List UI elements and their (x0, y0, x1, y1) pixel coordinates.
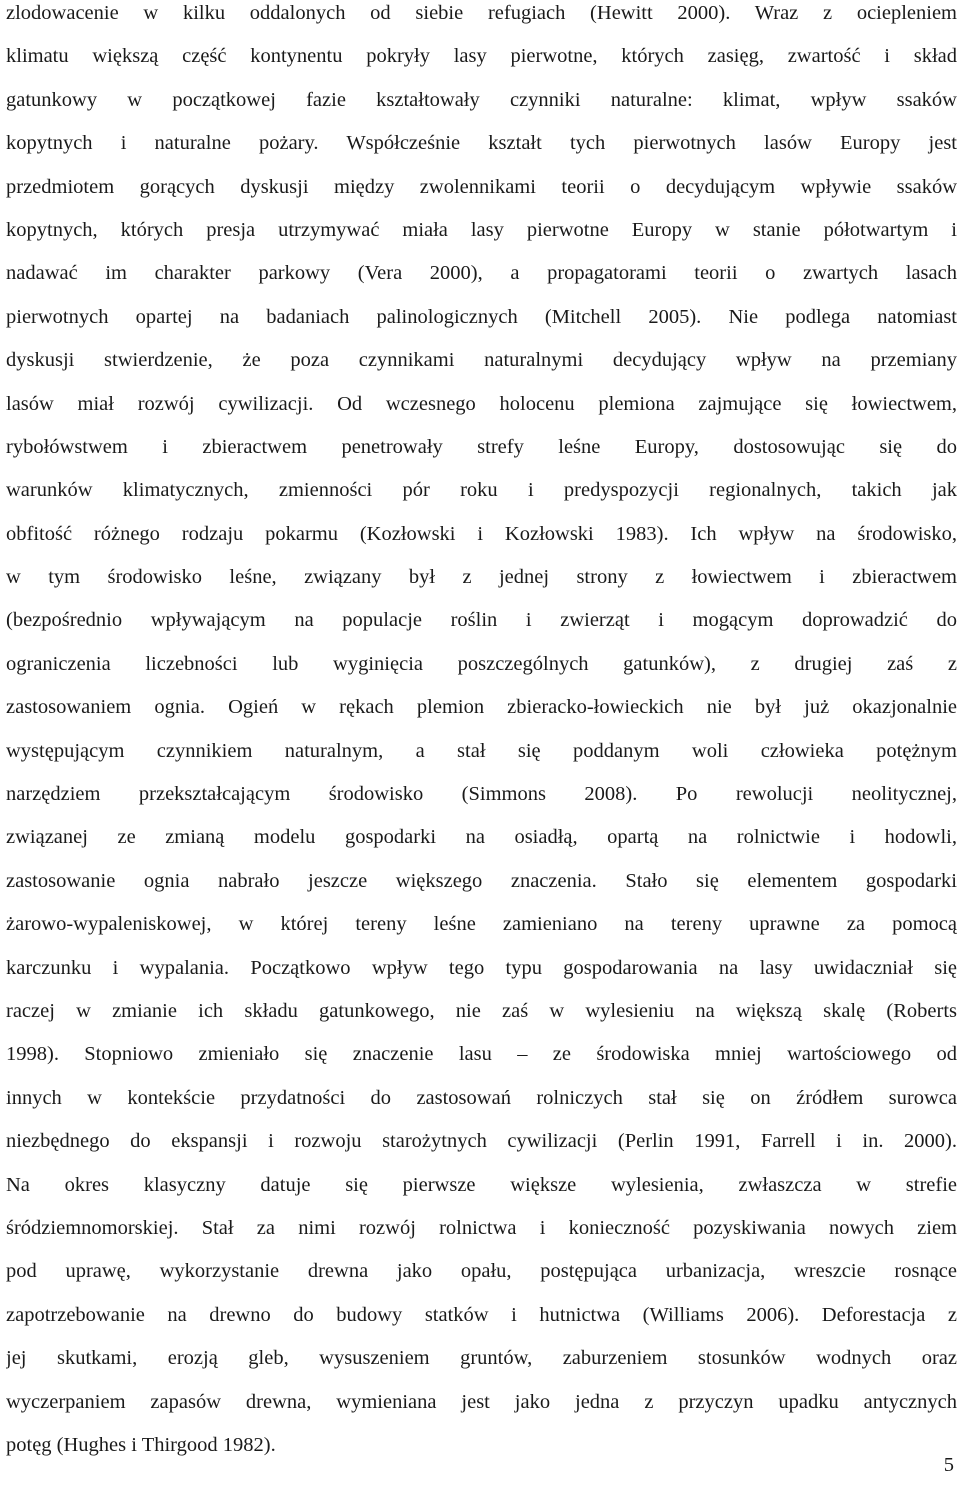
text-line: (bezpośrednio wpływającym na populacje roślin i zwierząt i mogącym doprowadzić do (6, 609, 957, 632)
text-line: innych w kontekście przydatności do zastosowań rolniczych stał się on źródłem surowca (6, 1086, 957, 1109)
text-line: związanej ze zmianą modelu gospodarki na osiadłą, opartą na rolnictwie i hodowli, (6, 826, 957, 849)
text-line: zapotrzebowanie na drewno do budowy statków i hutnictwa (Williams 2006). Deforestacja z (6, 1303, 957, 1326)
text-line: zlodowacenie w kilku oddalonych od siebie refugiach (Hewitt 2000). Wraz z ociepleniem (6, 2, 957, 24)
text-line: przedmiotem gorących dyskusji między zwolennikami teorii o decydującym wpływie ssaków (6, 175, 957, 198)
text-line: kopytnych i naturalne pożary. Współcześnie kształt tych pierwotnych lasów Europy jest (6, 132, 957, 155)
text-line: Na okres klasyczny datuje się pierwsze większe wylesienia, zwłaszcza w strefie (6, 1173, 957, 1196)
text-line: zastosowanie ognia nabrało jeszcze większego znaczenia. Stało się elementem gospodarki (6, 869, 957, 892)
text-line: w tym środowisko leśne, związany był z jednej strony z łowiectwem i zbieractwem (6, 566, 957, 589)
text-line: narzędziem przekształcającym środowisko (Simmons 2008). Po rewolucji neolitycznej, (6, 783, 957, 806)
body-text (6, 0, 957, 1467)
text-line: klimatu większą część kontynentu pokryły lasy pierwotne, których zasięg, zwartość i skład (6, 45, 957, 68)
text-line: karczunku i wypalania. Początkowo wpływ tego typu gospodarowania na lasy uwidaczniał się (6, 956, 957, 979)
text-line: jej skutkami, erozją gleb, wysuszeniem gruntów, zaburzeniem stosunków wodnych oraz (6, 1347, 957, 1370)
text-line: obfitość różnego rodzaju pokarmu (Kozłowski i Kozłowski 1983). Ich wpływ na środowisko, (6, 522, 957, 545)
text-line: ograniczenia liczebności lub wyginięcia poszczególnych gatunków), z drugiej zaś z (6, 652, 957, 675)
text-line: żarowo-wypaleniskowej, w której tereny leśne zamieniano na tereny uprawne za pomocą (6, 913, 957, 936)
text-line: niezbędnego do ekspansji i rozwoju starożytnych cywilizacji (Perlin 1991, Farrell i in. 2000). (6, 1130, 957, 1153)
page-number: 5 (943, 1454, 954, 1476)
text-line: gatunkowy w początkowej fazie kształtowały czynniki naturalne: klimat, wpływ ssaków (6, 88, 957, 111)
text-line: kopytnych, których presja utrzymywać miała lasy pierwotne Europy w stanie półotwartym i (6, 218, 957, 241)
text-line: 1998). Stopniowo zmieniało się znaczenie lasu – ze środowiska mniej wartościowego od (6, 1043, 957, 1066)
text-line: śródziemnomorskiej. Stał za nimi rozwój rolnictwa i konieczność pozyskiwania nowych ziem (6, 1216, 957, 1239)
text-line: wyczerpaniem zapasów drewna, wymieniana jest jako jedna z przyczyn upadku antycznych (6, 1390, 957, 1413)
text-line: zastosowaniem ognia. Ogień w rękach plemion zbieracko-łowieckich nie był już okazjonalnie (6, 696, 957, 719)
text-line: lasów miał rozwój cywilizacji. Od wczesnego holocenu plemiona zajmujące się łowiectwem, (6, 392, 957, 415)
text-line: nadawać im charakter parkowy (Vera 2000), a propagatorami teorii o zwartych lasach (6, 262, 957, 285)
text-line: pod uprawę, wykorzystanie drewna jako opału, postępująca urbanizacja, wreszcie rosnące (6, 1260, 957, 1283)
text-line: potęg (Hughes i Thirgood 1982). (6, 1433, 276, 1456)
text-line: występującym czynnikiem naturalnym, a stał się poddanym woli człowieka potężnym (6, 739, 957, 762)
text-line: warunków klimatycznych, zmienności pór roku i predyspozycji regionalnych, takich jak (6, 479, 957, 502)
text-line: rybołówstwem i zbieractwem penetrowały strefy leśne Europy, dostosowując się do (6, 435, 957, 458)
text-line: dyskusji stwierdzenie, że poza czynnikami naturalnymi decydujący wpływ na przemiany (6, 349, 957, 372)
text-line: raczej w zmianie ich składu gatunkowego, nie zaś w wylesieniu na większą skalę (Roberts (6, 999, 957, 1022)
text-line: pierwotnych opartej na badaniach palinologicznych (Mitchell 2005). Nie podlega natomiast (6, 305, 957, 328)
